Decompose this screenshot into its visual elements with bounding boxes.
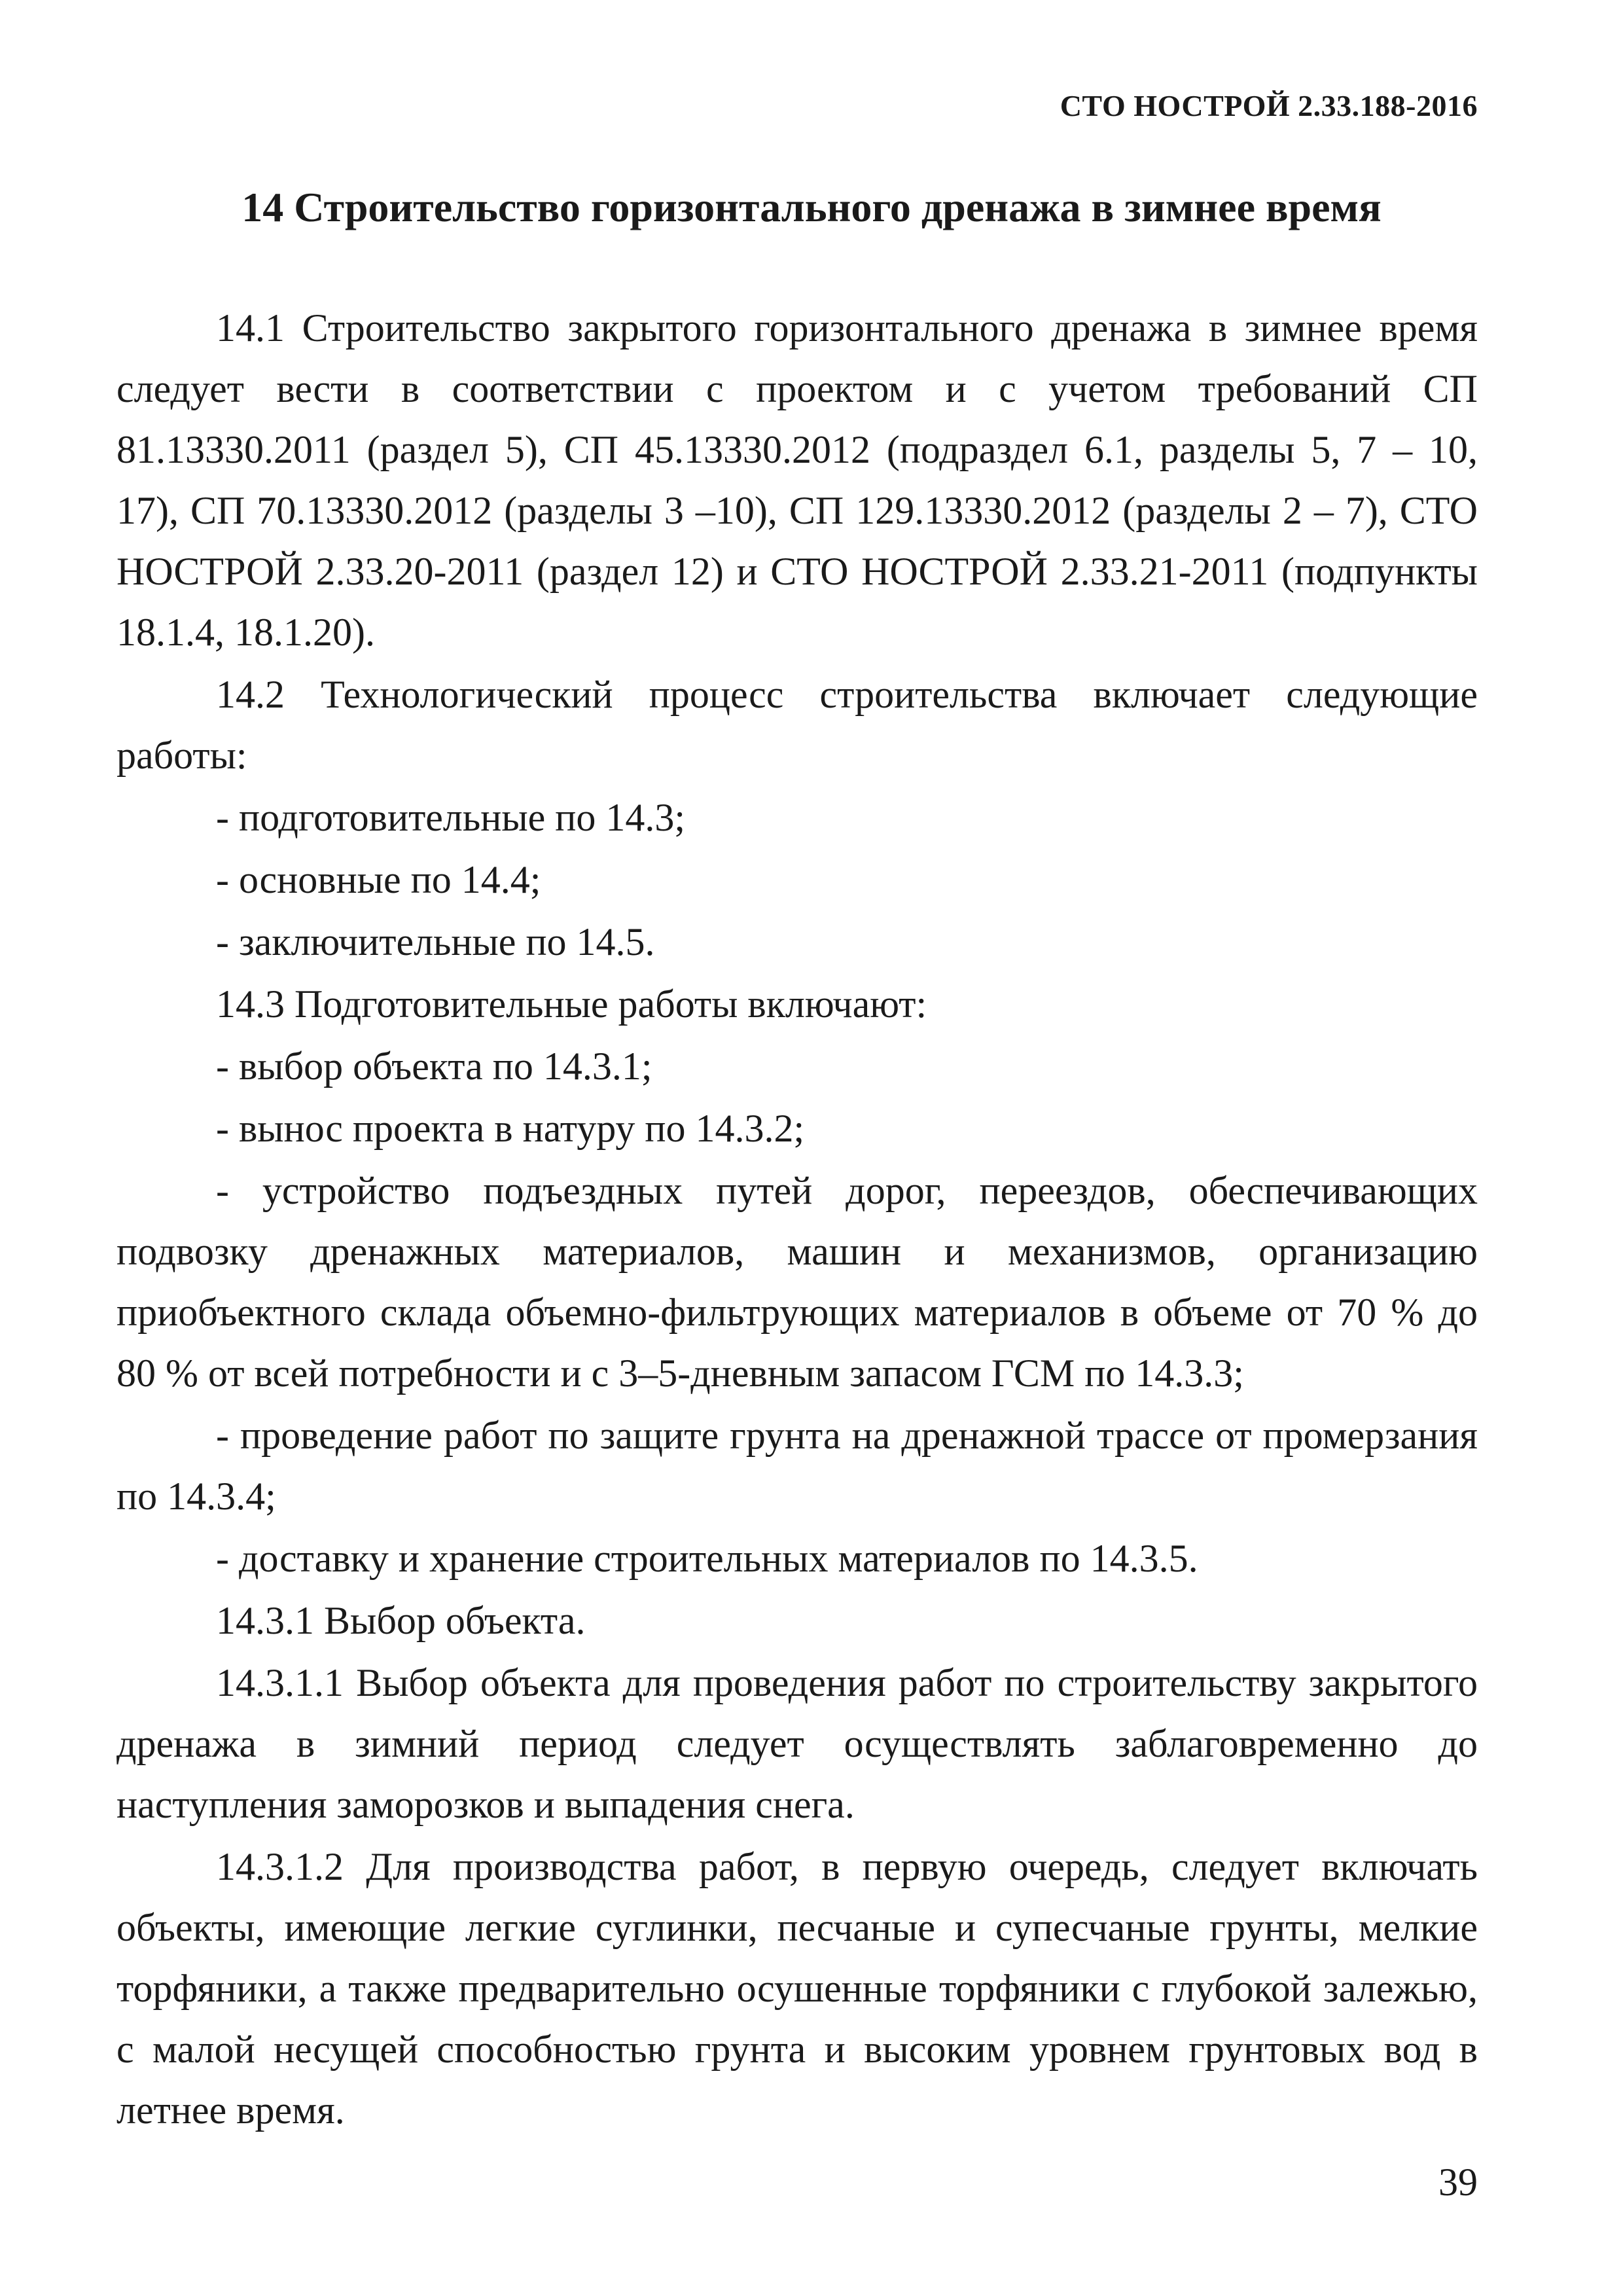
page-number: 39	[1438, 2161, 1478, 2204]
list-item-object-selection: - выбор объекта по 14.3.1;	[216, 1045, 652, 1088]
paragraph-14-1: 14.1 Строительство закрытого горизонтального дренажа в зимнее время следует вести в соответствии с проектом и с учетом требований СП 81.13330.2011 (раздел 5), СП 45.13330.2012 (подраздел 6.1, разделы 5, 7 – 10, 17), СП 70.13330.2012 (разделы 3 –10), СП 129.13330.2012 (разделы 2 – 7), СТО НОСТРОЙ 2.33.20-2011 (раздел 12) и СТО НОСТРОЙ 2.33.21-2011 (подпункты 18.1.4, 18.1.20).	[116, 306, 1478, 654]
section-title: 14 Строительство горизонтального дренажа в зимнее время	[241, 184, 1382, 230]
list-item-project-staking: - вынос проекта в натуру по 14.3.2;	[216, 1107, 805, 1150]
paragraph-14-3: 14.3 Подготовительные работы включают:	[216, 982, 927, 1026]
paragraph-14-3-1: 14.3.1 Выбор объекта.	[216, 1599, 586, 1642]
list-item-access-roads: - устройство подъездных путей дорог, переездов, обеспечивающих подвозку дренажных материалов, машин и механизмов, организацию приобъектного склада объемно-фильтрующих материалов в объеме от 70 % до 80 % от всей потребности и с 3–5-дневным запасом ГСМ по 14.3.3;	[116, 1169, 1478, 1395]
list-item-materials-delivery: - доставку и хранение строительных материалов по 14.3.5.	[216, 1537, 1198, 1580]
list-item-frost-protection: - проведение работ по защите грунта на дренажной трассе от промерзания по 14.3.4;	[116, 1414, 1478, 1518]
document-body	[116, 298, 1478, 2142]
list-item-main: - основные по 14.4;	[216, 858, 541, 901]
document-header-code: СТО НОСТРОЙ 2.33.188-2016	[1060, 89, 1478, 122]
paragraph-14-2: 14.2 Технологический процесс строительства включает следующие работы:	[116, 673, 1478, 777]
paragraph-14-3-1-2: 14.3.1.2 Для производства работ, в первую очередь, следует включать объекты, имеющие легкие суглинки, песчаные и супесчаные грунты, мелкие торфяники, а также предварительно осушенные торфяники с глубокой залежью, с малой несущей способностью грунта и высоким уровнем грунтовых вод в летнее время.	[116, 1845, 1478, 2132]
paragraph-14-3-1-1: 14.3.1.1 Выбор объекта для проведения работ по строительству закрытого дренажа в зимний период следует осуществлять заблаговременно до наступления заморозков и выпадения снега.	[116, 1661, 1478, 1826]
list-item-final: - заключительные по 14.5.	[216, 920, 655, 963]
list-item-preparatory: - подготовительные по 14.3;	[216, 796, 686, 839]
